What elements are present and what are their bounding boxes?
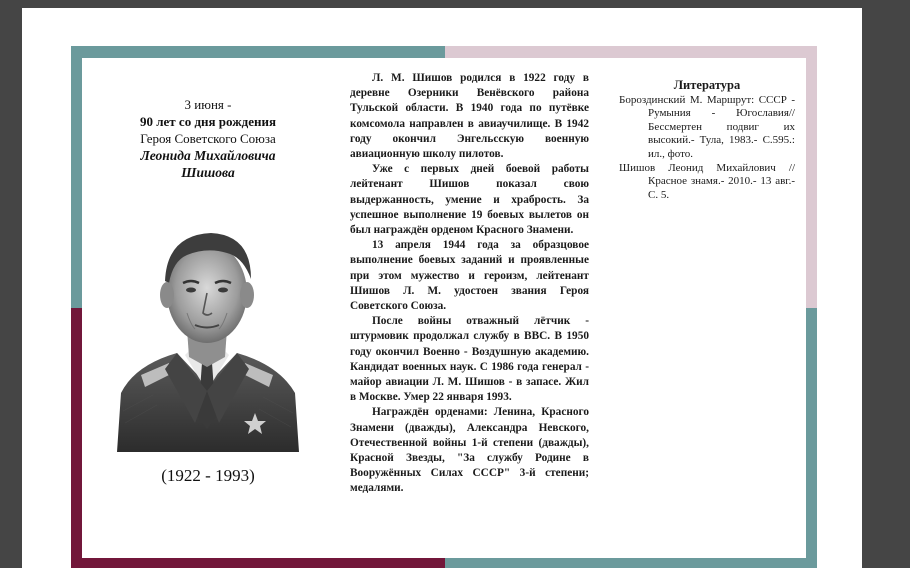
biography-paragraph: Уже с первых дней боевой работы лейтенант Шишов показал свою выдержанность, умение и храбрость. За успешное выполнение 19 боевых вылетов он был награждён орденом Красного Знамени. bbox=[350, 163, 589, 237]
portrait-photo bbox=[113, 197, 301, 452]
name-line-1: Леонида Михайловича bbox=[140, 148, 276, 163]
biography-text bbox=[350, 71, 589, 497]
heading-block bbox=[108, 96, 308, 181]
biography-paragraph: 13 апреля 1944 года за образцовое выполнение боевых заданий и проявленные при этом мужество и героизм, лейтенант Шишов Л. М. удостоен звания Героя Советского Союза. bbox=[350, 239, 589, 313]
hero-title-line: Героя Советского Союза bbox=[140, 131, 276, 146]
biography-paragraph: После войны отважный лётчик - штурмовик продолжал службу в ВВС. В 1950 году окончил Военно - Воздушную академию. Кандидат военных наук. С 1986 года генерал - майор авиации Л. М. Шишов - в запасе. Жил в Москве. Умер 22 января 1993. bbox=[350, 315, 589, 404]
literature-item: Бороздинский М. Маршрут: СССР - Румыния - Югославия// Бессмертен подвиг их высокий.- Тула, 1983.- С.595.: ил., фото. bbox=[619, 93, 795, 160]
literature-item: Шишов Леонид Михайлович // Красное знамя.- 2010.- 13 авг.- С. 5. bbox=[619, 161, 795, 201]
biography-paragraph: Л. М. Шишов родился в 1922 году в деревне Озерники Венёвского района Тульской области. В 1940 года по путёвке комсомола направлен в авиаучилище. В 1942 году окончил Энгельсскую военную авиационную школу пилотов. bbox=[350, 72, 589, 161]
date-line: 3 июня - bbox=[184, 97, 232, 112]
name-line-2: Шишова bbox=[181, 165, 235, 180]
literature-section bbox=[619, 79, 795, 202]
biography-paragraph: Награждён орденами: Ленина, Красного Знамени (дважды), Александра Невского, Отечественной войны 1-й степени (дважды), Красной Звезды, "За службу Родине в Вооружённых Силах СССР" 3-й степени; медалями. bbox=[350, 406, 589, 495]
life-years: (1922 - 1993) bbox=[161, 466, 255, 485]
anniversary-line: 90 лет со дня рождения bbox=[139, 114, 276, 129]
literature-title: Литература bbox=[673, 78, 741, 92]
